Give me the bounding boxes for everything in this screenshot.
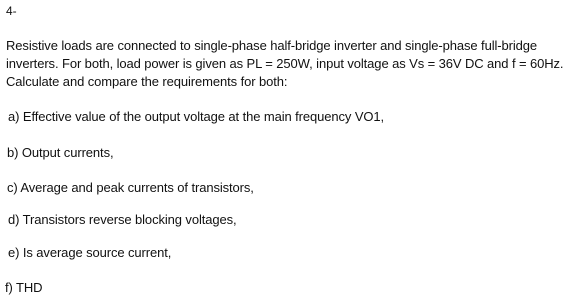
question-item-e: e) Is average source current, xyxy=(8,245,172,260)
problem-intro-line-3: Calculate and compare the requirements for both: xyxy=(6,74,288,89)
question-item-f: f) THD xyxy=(5,280,43,295)
question-item-d: d) Transistors reverse blocking voltages, xyxy=(8,212,237,227)
question-item-a: a) Effective value of the output voltage at the main frequency VO1, xyxy=(8,109,385,124)
problem-intro-line-2: inverters. For both, load power is given as PL = 250W, input voltage as Vs = 36V DC and f = 60Hz. xyxy=(6,56,564,71)
question-item-c: c) Average and peak currents of transistors, xyxy=(7,180,254,195)
problem-number: 4- xyxy=(6,4,17,18)
question-item-b: b) Output currents, xyxy=(7,145,114,160)
problem-intro-line-1: Resistive loads are connected to single-phase half-bridge inverter and single-phase full-bridge xyxy=(6,38,538,53)
